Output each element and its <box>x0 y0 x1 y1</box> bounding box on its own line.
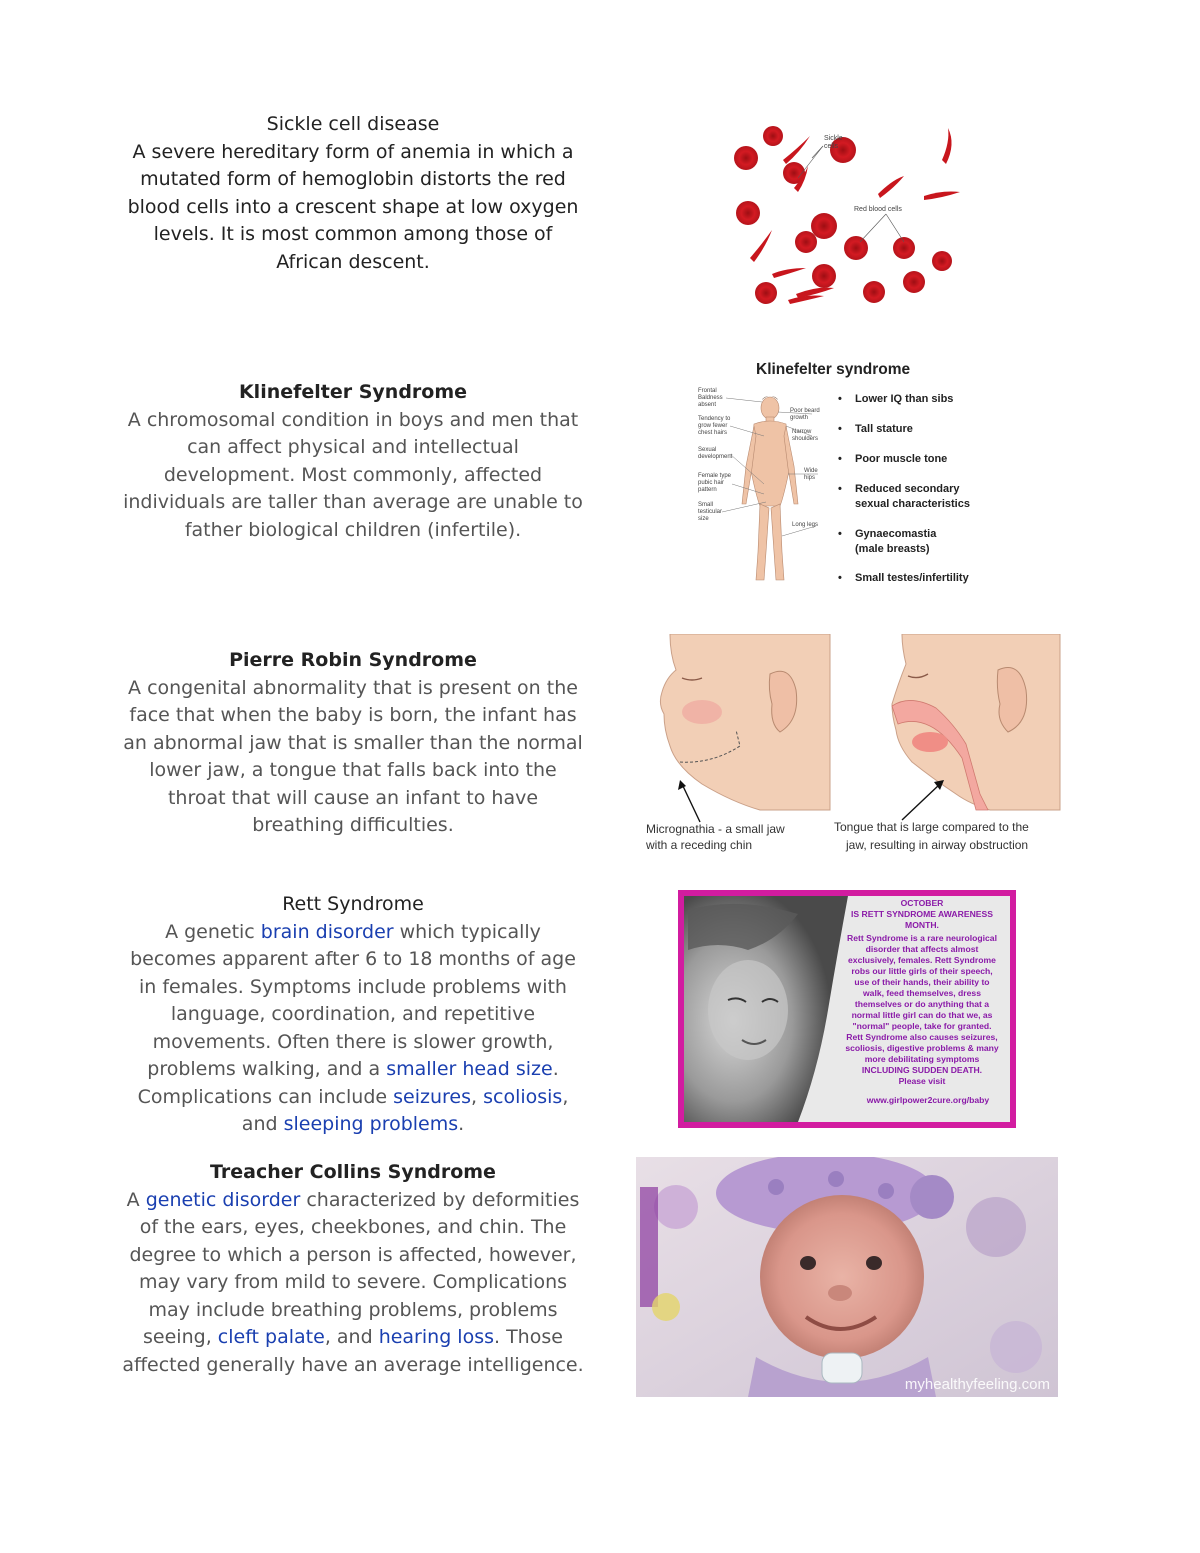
link-cleft-palate[interactable]: cleft palate <box>217 1326 325 1348</box>
svg-text:Long legs: Long legs <box>792 522 819 528</box>
svg-text:Sexual: Sexual <box>698 447 717 453</box>
caption-right-2: jaw, resulting in airway obstruction <box>846 838 1029 852</box>
svg-text:more debilitating symptoms: more debilitating symptoms <box>864 1054 980 1064</box>
bullet-item: Lower IQ than sibs <box>855 393 954 405</box>
svg-text:Tendency to: Tendency to <box>698 416 731 422</box>
section-body: A chromosomal condition in boys and men that can affect physical and intellectual development. Most commonly, affected individuals are taller than average are unable to father biological children (infertile). <box>123 408 583 541</box>
link-brain-disorder[interactable]: brain disorder <box>260 920 394 943</box>
svg-text:size: size <box>698 516 709 522</box>
bullet-item: (male breasts) <box>855 543 930 555</box>
treacher-collins-figure <box>636 1157 1058 1397</box>
link-smaller-head-size[interactable]: smaller head size <box>386 1058 553 1080</box>
left-labels <box>698 388 733 522</box>
bullet-item: Small testes/infertility <box>855 572 969 584</box>
section-body: A genetic brain disorder which typically becomes apparent after 6 to 18 months of age in females. Symptoms include problems with language, coordination, and repetitive movements. Often there is slower growth, problems walking, and a smaller head size. Complications can include seizures, scoliosis, and sleeping problems. <box>130 920 576 1135</box>
bullet-item: Tall stature <box>855 423 913 435</box>
section-title: Rett Syndrome <box>282 893 424 915</box>
svg-text:shoulders: shoulders <box>792 436 819 442</box>
svg-text:absent: absent <box>698 402 717 408</box>
svg-text:Please visit: Please visit <box>898 1076 946 1086</box>
section-title: Treacher Collins Syndrome <box>210 1161 496 1183</box>
section-rett <box>120 891 586 1139</box>
sickle-label-3: Red blood cells <box>854 206 902 213</box>
bullet-item: sexual characteristics <box>855 498 970 510</box>
svg-text:development: development <box>698 454 733 460</box>
svg-text:OCTOBER: OCTOBER <box>900 898 944 908</box>
svg-text:Poor beard: Poor beard <box>790 408 820 414</box>
svg-text:•: • <box>838 528 842 540</box>
svg-text:MONTH.: MONTH. <box>905 920 939 930</box>
link-sleeping-problems[interactable]: sleeping problems <box>283 1113 459 1135</box>
rett-awareness-figure <box>678 890 1016 1128</box>
svg-text:Small: Small <box>698 502 714 508</box>
svg-text:disorder that affects almost: disorder that affects almost <box>865 944 979 954</box>
bullet-item: Reduced secondary <box>855 483 960 495</box>
link-genetic-disorder[interactable]: genetic disorder <box>145 1188 301 1211</box>
svg-text:•: • <box>838 483 842 495</box>
infant-profile-left <box>660 634 830 822</box>
svg-text:Frontal: Frontal <box>698 388 717 394</box>
section-body: A congenital abnormality that is present on the face that when the baby is born, the infant has an abnormal jaw that is smaller than the normal lower jaw, a tongue that falls back into the throat that will cause an infant to have breathing difficulties. <box>123 676 583 836</box>
svg-text:•: • <box>838 453 842 465</box>
section-pierre-robin <box>120 647 586 840</box>
svg-text:testicular: testicular <box>698 509 723 515</box>
section-body: A severe hereditary form of anemia in which a mutated form of hemoglobin distorts the red blood cells into a crescent shape at low oxygen levels. It is most common among those of African descent. <box>127 140 579 273</box>
svg-text:chest hairs: chest hairs <box>698 430 728 436</box>
section-title: Klinefelter Syndrome <box>238 381 468 403</box>
caption-left-2: with a receding chin <box>646 838 753 852</box>
svg-text:•: • <box>838 423 842 435</box>
svg-text:growth: growth <box>790 415 809 421</box>
svg-text:robs our little girls of their: robs our little girls of their speech, <box>851 966 993 976</box>
section-title: Sickle cell disease <box>266 113 440 135</box>
section-title: Pierre Robin Syndrome <box>229 649 477 671</box>
svg-text:walk, feed themselves, dress: walk, feed themselves, dress <box>863 988 981 998</box>
sickle-label-2: cells <box>824 143 839 150</box>
svg-text:normal little girl can do that: normal little girl can do that we, as <box>851 1010 993 1020</box>
section-body: A genetic disorder characterized by deformities of the ears, eyes, cheekbones, and chin. The degree to which a person is affected, however, may vary from mild to severe. Complications may include breathing problems, problems seeing, cleft palate, and hearing loss. Those affected generally have an average intelligence. <box>122 1188 584 1376</box>
svg-text:grow fewer: grow fewer <box>698 423 728 429</box>
section-sickle-cell <box>120 111 586 276</box>
svg-text:•: • <box>838 572 842 584</box>
link-scoliosis[interactable]: scoliosis <box>483 1085 563 1108</box>
svg-text:www.girlpower2cure.org/baby: www.girlpower2cure.org/baby <box>866 1095 990 1105</box>
body-illustration <box>742 397 798 580</box>
klinefelter-heading: Klinefelter syndrome <box>756 361 911 378</box>
svg-text:IS RETT SYNDROME AWARENESS: IS RETT SYNDROME AWARENESS <box>851 909 993 919</box>
klinefelter-figure <box>696 356 1000 588</box>
svg-text:themselves or do anything that: themselves or do anything that a <box>854 999 990 1009</box>
svg-text:hips: hips <box>804 475 816 481</box>
section-treacher-collins <box>120 1159 586 1379</box>
svg-text:Female type: Female type <box>698 473 732 479</box>
bullet-item: Gynaecomastia <box>855 528 937 540</box>
section-klinefelter <box>120 379 586 544</box>
link-seizures[interactable]: seizures <box>393 1085 471 1108</box>
caption-left-1: Micrognathia - a small jaw <box>646 822 785 836</box>
sickle-cell-figure <box>728 118 968 314</box>
svg-text:exclusively, females. Rett Syn: exclusively, females. Rett Syndrome <box>848 955 996 965</box>
caption-right-1: Tongue that is large compared to the <box>834 820 1029 834</box>
link-hearing-loss[interactable]: hearing loss <box>378 1326 494 1348</box>
red-blood-cells <box>734 126 952 304</box>
infant-profile-right <box>892 634 1060 820</box>
svg-text:Rett Syndrome is a rare neurol: Rett Syndrome is a rare neurological <box>847 933 997 943</box>
svg-text:Wide: Wide <box>804 468 818 474</box>
svg-text:Baldness: Baldness <box>698 395 723 401</box>
pierre-robin-figure <box>640 634 1064 856</box>
svg-text:pattern: pattern <box>698 487 717 493</box>
watermark: myhealthyfeeling.com <box>904 1376 1050 1393</box>
svg-text:•: • <box>838 393 842 405</box>
svg-text:scoliosis, digestive problems: scoliosis, digestive problems & many <box>845 1043 999 1053</box>
svg-text:"normal" people, take for gran: "normal" people, take for granted. <box>852 1021 992 1031</box>
svg-text:Narrow: Narrow <box>792 429 812 435</box>
bullet-list <box>838 393 970 584</box>
sickle-label-1: Sickle <box>824 135 843 142</box>
svg-text:use of their hands, their abil: use of their hands, their ability to <box>854 977 990 987</box>
svg-text:INCLUDING SUDDEN DEATH.: INCLUDING SUDDEN DEATH. <box>861 1065 983 1075</box>
svg-text:pubic hair: pubic hair <box>698 480 725 486</box>
svg-text:Rett Syndrome also causes seiz: Rett Syndrome also causes seizures, <box>846 1032 998 1042</box>
bullet-item: Poor muscle tone <box>855 453 948 465</box>
